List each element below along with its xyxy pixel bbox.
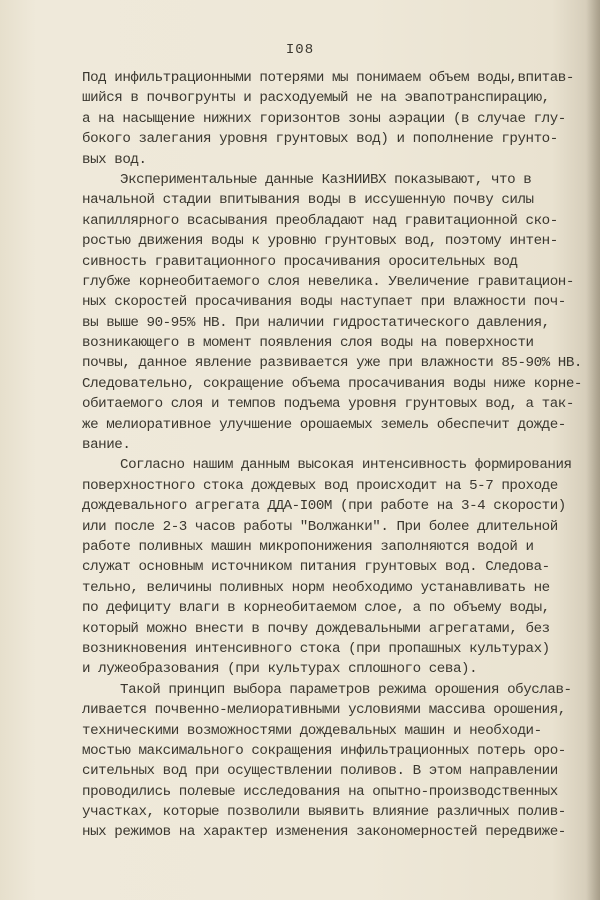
body-text <box>82 68 582 843</box>
text-line: сительных вод при осуществлении поливов. В этом направлении <box>82 763 558 780</box>
text-line: служат основным источником питания грунтовых вод. Следова- <box>82 559 550 576</box>
text-line: ных скоростей просачивания воды наступает при влажности поч- <box>82 294 566 311</box>
text-line: участках, которые позволили выявить влияние различных полив- <box>82 804 566 821</box>
text-line: глубже корнеобитаемого слоя невелика. Увеличение гравитацион- <box>82 273 574 290</box>
text-line: поверхностного стока дождевых вод происходит на 5-7 проходе <box>82 477 558 494</box>
text-line: же мелиоративное улучшение орошаемых земель обеспечит дожде- <box>82 416 566 433</box>
text-line: или после 2-3 часов работы "Волжанки". При более длительной <box>82 518 558 535</box>
text-line: Экспериментальные данные КазНИИВХ показывают, что в <box>120 171 532 188</box>
text-line: техническими возможностями дождевальных машин и необходи- <box>82 722 542 739</box>
text-line: вание. <box>82 437 131 454</box>
text-line: проводились полевые исследования на опытно-производственных <box>82 783 558 800</box>
text-line: почвы, данное явление развивается уже при влажности 85-90% НВ. <box>82 355 582 372</box>
text-line: ростью движения воды к уровню грунтовых вод, поэтому интен- <box>82 233 558 250</box>
text-line: начальной стадии впитывания воды в иссушенную почву силы <box>82 192 534 209</box>
text-line: ных режимов на характер изменения закономерностей передвиже- <box>82 824 566 841</box>
text-line: а на насыщение нижних горизонтов зоны аэрации (в случае глу- <box>82 110 566 127</box>
text-line: шийся в почвогрунты и расходуемый не на эвапотранспирацию, <box>82 90 550 107</box>
text-line: обитаемого слоя и темпов подъема уровня грунтовых вод, а так- <box>82 396 574 413</box>
text-line: Следовательно, сокращение объема просачивания воды ниже корне- <box>82 375 582 392</box>
page-edge-shadow <box>586 0 600 900</box>
text-line: тельно, величины поливных норм необходимо устанавливать не <box>82 579 550 596</box>
text-line: бокого залегания уровня грунтовых вод) и пополнение грунто- <box>82 131 558 148</box>
text-line: вы выше 90-95% НВ. При наличии гидростатического давления, <box>82 314 550 331</box>
text-line: капиллярного всасывания преобладают над гравитационной ско- <box>82 212 558 229</box>
text-line: возникающего в момент появления слоя воды на поверхности <box>82 335 534 352</box>
text-line: Под инфильтрационными потерями мы понимаем объем воды,впитав- <box>82 70 574 86</box>
text-line: Такой принцип выбора параметров режима орошения обуслав- <box>120 681 572 698</box>
text-line: сивность гравитационного просачивания оросительных вод <box>82 253 518 270</box>
page-number: I08 <box>285 42 315 58</box>
text-line: возникновения интенсивного стока (при пропашных культурах) <box>82 640 550 657</box>
text-line: который можно внести в почву дождевальными агрегатами, без <box>82 620 550 637</box>
text-line: ливается почвенно-мелиоративными условиями массива орошения, <box>82 702 566 719</box>
text-line: вых вод. <box>82 151 147 168</box>
text-line: работе поливных машин микропонижения заполняются водой и <box>82 538 534 555</box>
text-line: дождевального агрегата ДДА-I00М (при работе на 3-4 скорости) <box>82 498 566 515</box>
text-line: Согласно нашим данным высокая интенсивность формирования <box>120 457 572 474</box>
text-line: и лужеобразования (при культурах сплошного сева). <box>82 661 478 678</box>
text-line: по дефициту влаги в корнеобитаемом слое, а по объему воды, <box>82 600 550 617</box>
text-line: мостью максимального сокращения инфильтрационных потерь оро- <box>82 742 566 759</box>
